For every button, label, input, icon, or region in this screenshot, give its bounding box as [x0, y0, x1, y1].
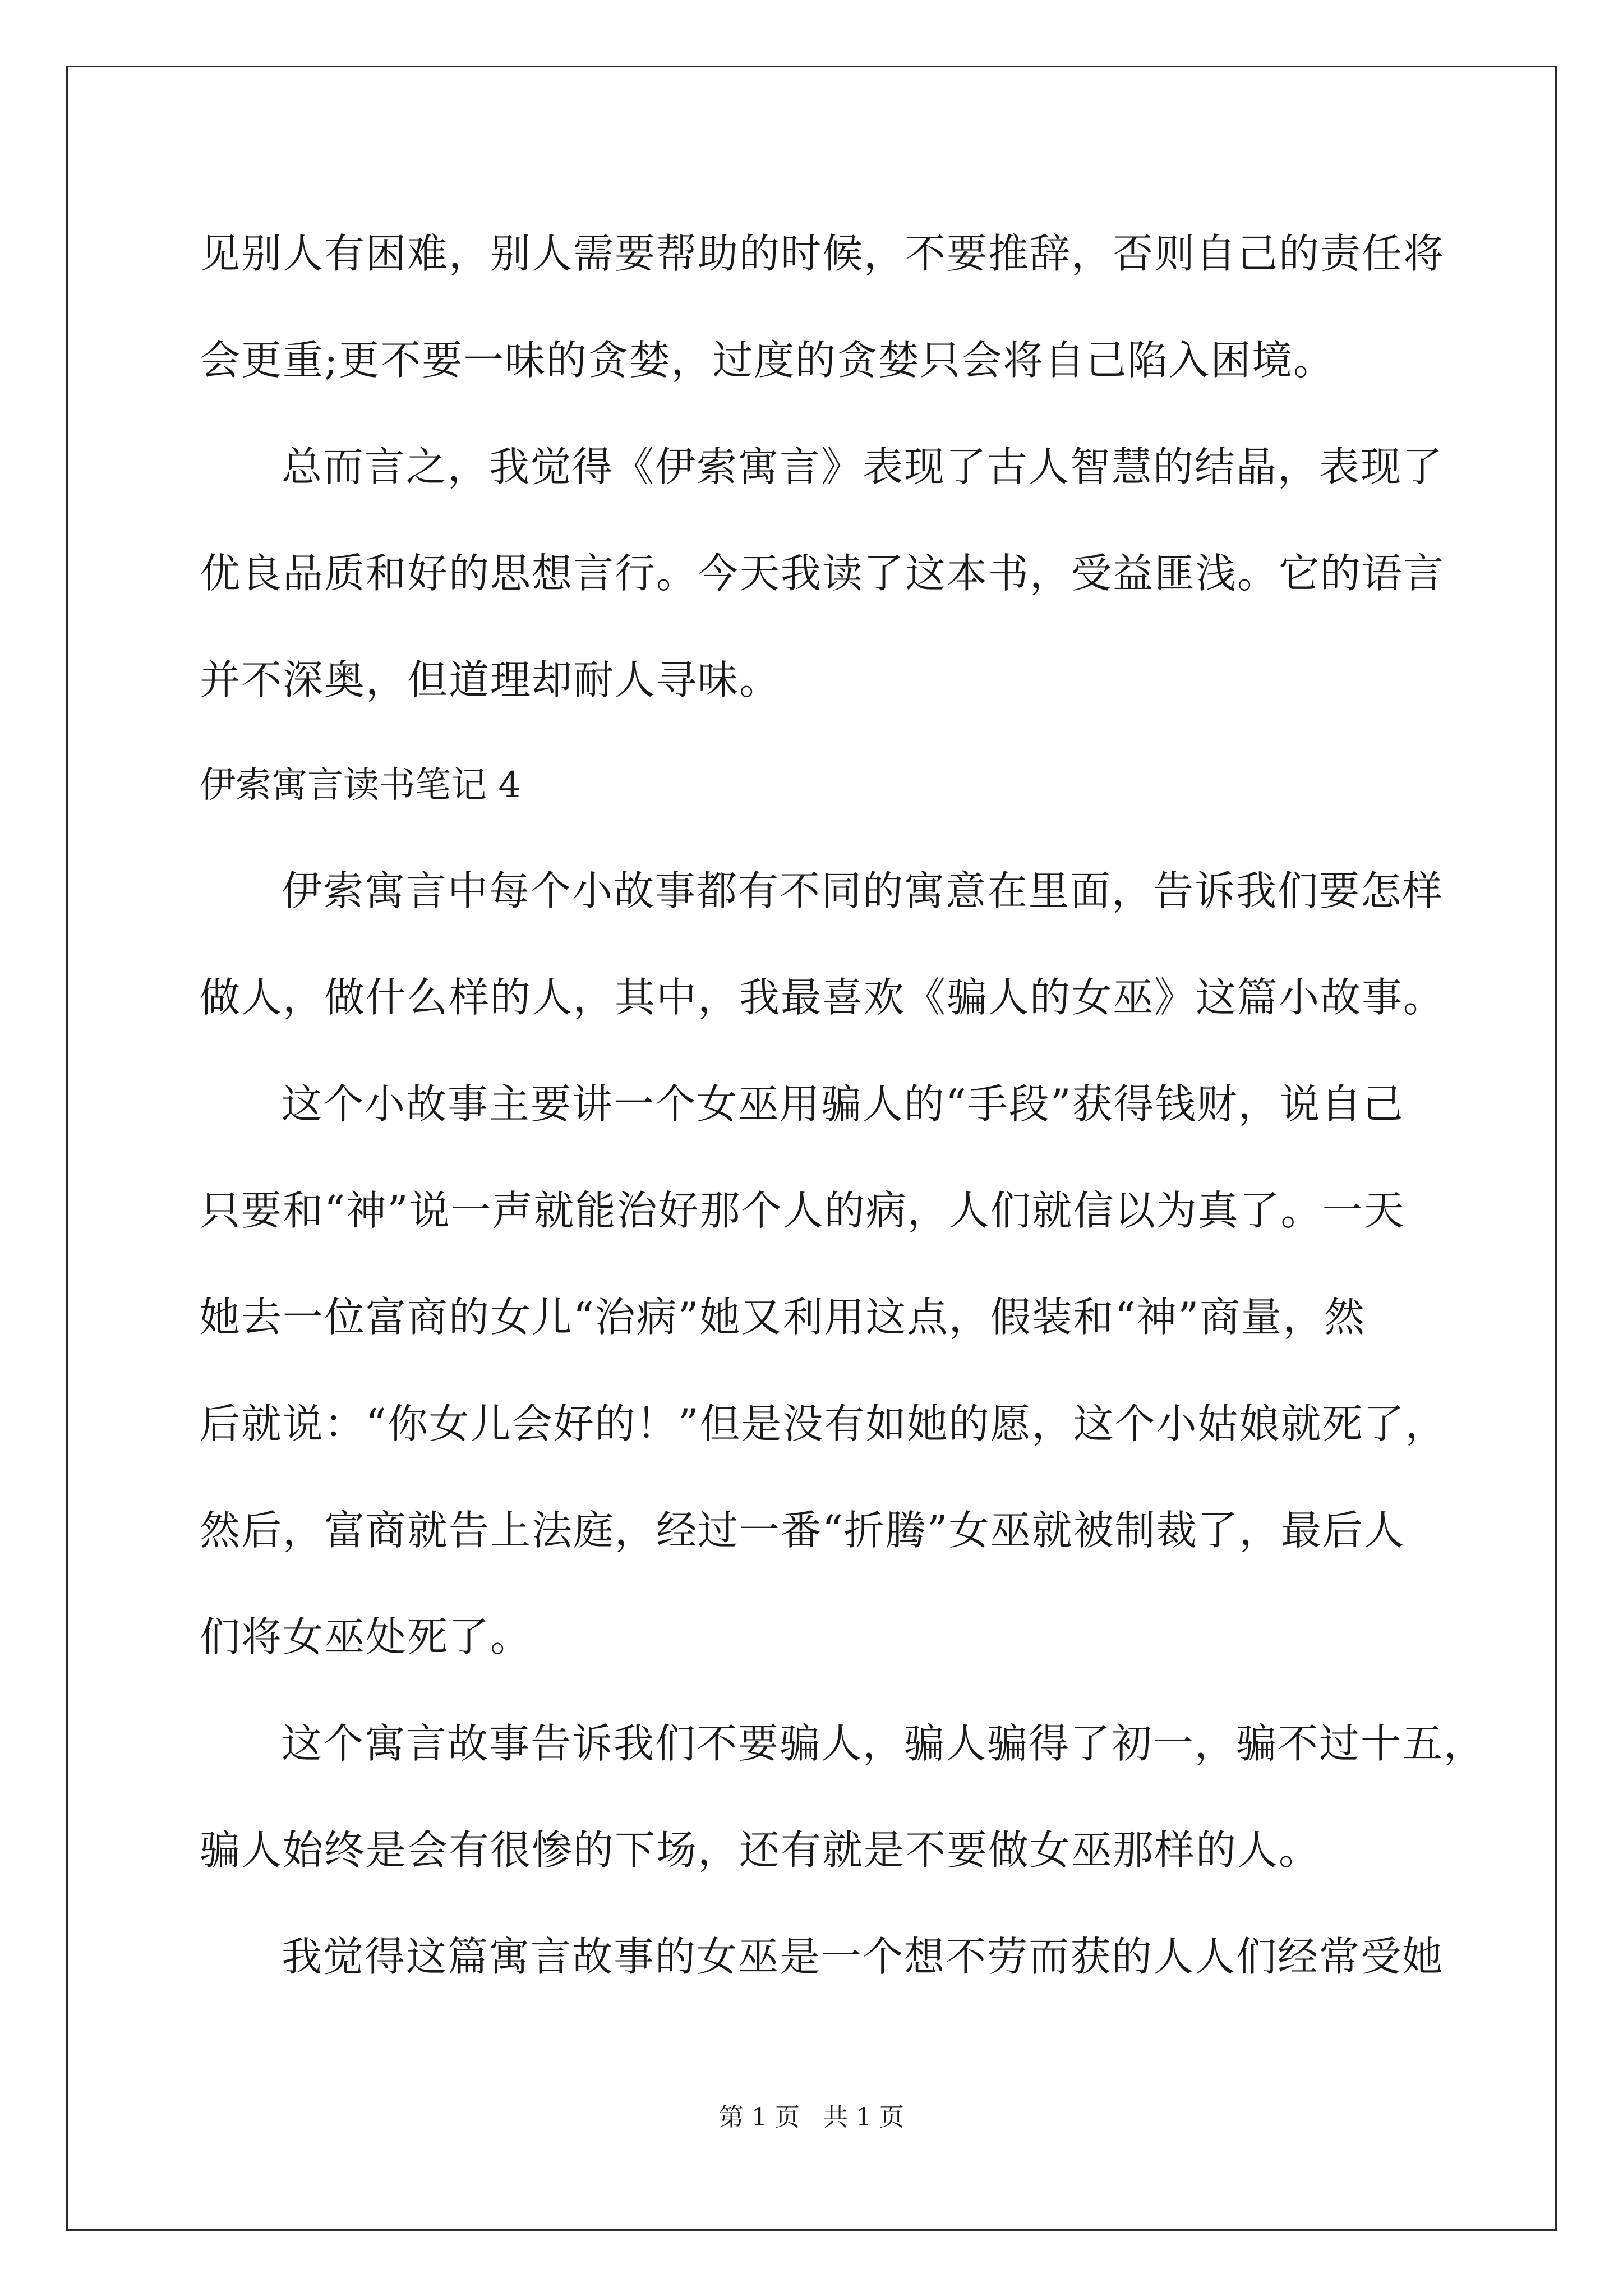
page-footer: 第 1 页 共 1 页	[719, 2103, 904, 2132]
text-line: 她去一位富商的女儿“治病”她又利用这点，假装和“神”商量，然	[200, 1294, 1366, 1341]
text-line: 我觉得这篇寓言故事的女巫是一个想不劳而获的人人们经常受她	[282, 1933, 1444, 1980]
text-line: 这个小故事主要讲一个女巫用骗人的“手段”获得钱财，说自己	[282, 1080, 1404, 1128]
text-line: 做人，做什么样的人，其中，我最喜欢《骗人的女巫》这篇小故事。	[200, 974, 1445, 1021]
text-line: 们将女巫处死了。	[200, 1613, 532, 1660]
text-line: 总而言之，我觉得《伊索寓言》表现了古人智慧的结晶，表现了	[282, 443, 1444, 490]
text-line: 然后，富商就告上法庭，经过一番“折腾”女巫就被制裁了，最后人	[200, 1507, 1405, 1554]
text-line: 这个寓言故事告诉我们不要骗人，骗人骗得了初一，骗不过十五，	[282, 1720, 1486, 1767]
section-heading: 伊索寓言读书笔记 4	[200, 765, 522, 806]
text-line: 见别人有困难，别人需要帮助的时候，不要推辞，否则自己的责任将	[200, 230, 1445, 277]
text-line: 伊索寓言中每个小故事都有不同的寓意在里面，告诉我们要怎样	[282, 867, 1444, 914]
page-border	[66, 66, 1557, 2231]
text-line: 优良品质和好的思想言行。今天我读了这本书，受益匪浅。它的语言	[200, 550, 1445, 597]
text-line: 后就说：“你女儿会好的！”但是没有如她的愿，这个小姑娘就死了，	[200, 1400, 1447, 1447]
text-line: 并不深奥，但道理却耐人寻味。	[200, 656, 781, 703]
text-line: 会更重;更不要一味的贪婪，过度的贪婪只会将自己陷入困境。	[200, 337, 1335, 384]
text-line: 只要和“神”说一声就能治好那个人的病，人们就信以为真了。一天	[200, 1187, 1405, 1234]
text-line: 骗人始终是会有很惨的下场，还有就是不要做女巫那样的人。	[200, 1826, 1321, 1874]
